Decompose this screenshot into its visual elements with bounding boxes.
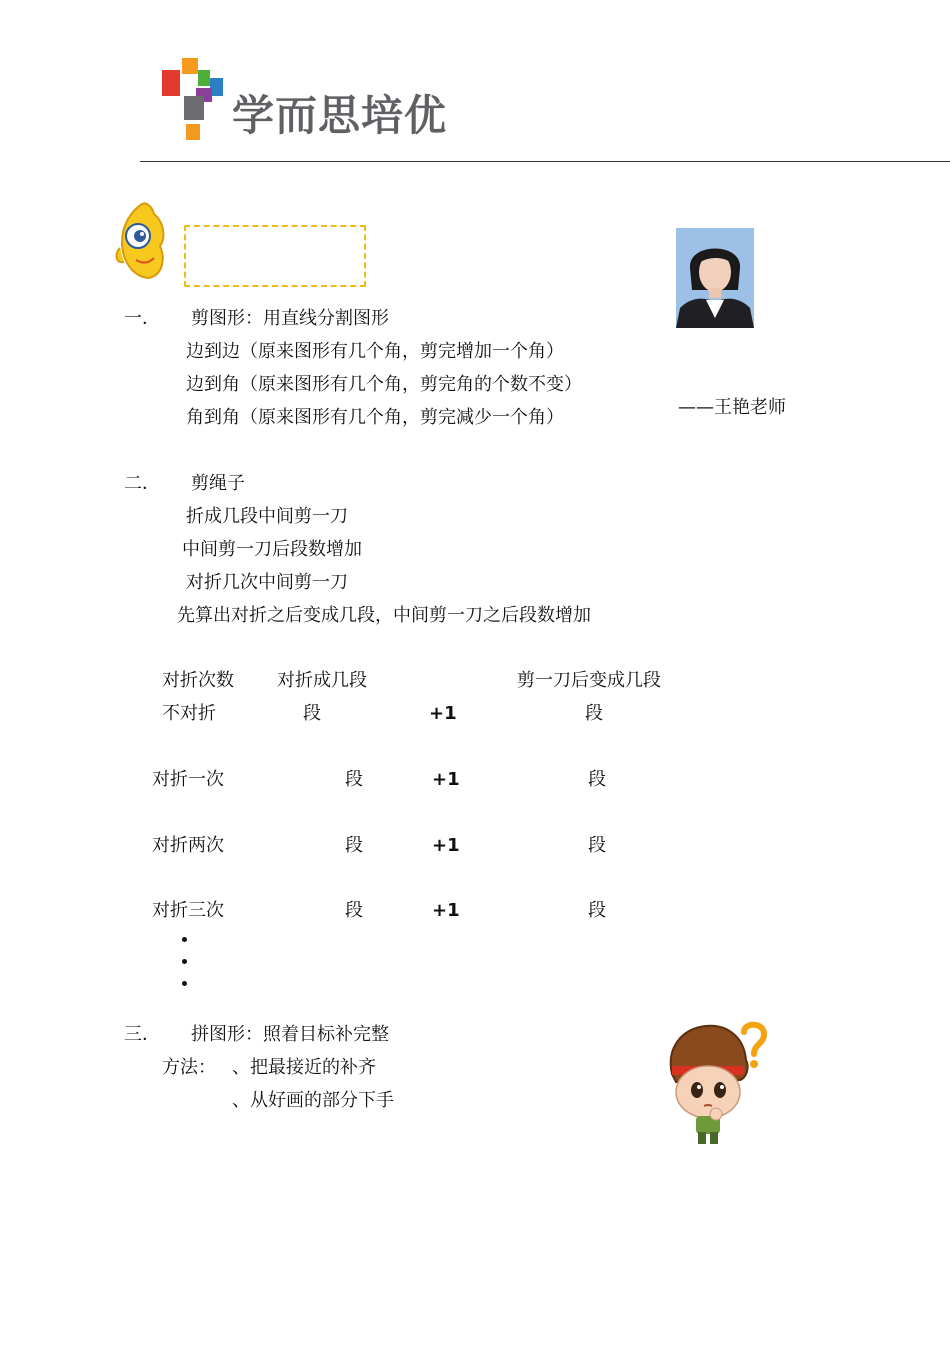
section-1-item: 角到角（原来图形有几个角，剪完减少一个角） bbox=[186, 407, 564, 428]
section-2-item: 折成几段中间剪一刀 bbox=[186, 506, 348, 527]
row-result: 段 bbox=[588, 769, 606, 790]
section-3-title: 拼图形：照着目标补完整 bbox=[191, 1024, 389, 1045]
table-header: 对折次数 bbox=[162, 670, 234, 691]
method-label: 方法： bbox=[162, 1057, 216, 1078]
row-label: 不对折 bbox=[162, 703, 216, 724]
ellipsis-dot bbox=[182, 981, 187, 986]
section-1-item: 边到角（原来图形有几个角，剪完角的个数不变） bbox=[186, 374, 582, 395]
section-2-item: 中间剪一刀后段数增加 bbox=[182, 539, 362, 560]
row-result: 段 bbox=[588, 835, 606, 856]
section-1-title: 剪图形：用直线分割图形 bbox=[191, 308, 389, 329]
row-plus: +1 bbox=[432, 835, 460, 856]
row-label: 对折三次 bbox=[152, 900, 224, 921]
row-plus: +1 bbox=[429, 703, 457, 724]
row-seg: 段 bbox=[345, 900, 363, 921]
section-1-item: 边到边（原来图形有几个角，剪完增加一个角） bbox=[186, 341, 564, 362]
logo-mark-icon bbox=[160, 56, 226, 146]
section-2-item: 对折几次中间剪一刀 bbox=[186, 572, 348, 593]
row-label: 对折一次 bbox=[152, 769, 224, 790]
ellipsis-dot bbox=[182, 937, 187, 942]
row-seg: 段 bbox=[345, 835, 363, 856]
brand-name: 学而思培优 bbox=[232, 91, 448, 140]
header-divider bbox=[140, 161, 950, 162]
thinking-boy-mascot-icon bbox=[660, 1018, 772, 1146]
fish-mascot-icon bbox=[112, 202, 170, 280]
row-label: 对折两次 bbox=[152, 835, 224, 856]
row-seg: 段 bbox=[345, 769, 363, 790]
row-result: 段 bbox=[588, 900, 606, 921]
method-item: 、从好画的部分下手 bbox=[232, 1090, 394, 1111]
row-seg: 段 bbox=[303, 703, 321, 724]
teacher-signature: ——王艳老师 bbox=[678, 397, 786, 418]
title-placeholder-box bbox=[184, 225, 366, 287]
section-1-number: 一． bbox=[124, 308, 160, 329]
row-plus: +1 bbox=[432, 769, 460, 790]
section-3-number: 三． bbox=[124, 1024, 160, 1045]
row-plus: +1 bbox=[432, 900, 460, 921]
method-item: 、把最接近的补齐 bbox=[232, 1057, 376, 1078]
teacher-portrait-icon bbox=[676, 228, 754, 328]
section-2-number: 二． bbox=[124, 473, 160, 494]
section-2-title: 剪绳子 bbox=[191, 473, 245, 494]
ellipsis-dot bbox=[182, 959, 187, 964]
teacher-photo bbox=[676, 228, 754, 328]
section-2-item: 先算出对折之后变成几段，中间剪一刀之后段数增加 bbox=[177, 605, 591, 626]
table-header: 剪一刀后变成几段 bbox=[517, 670, 661, 691]
table-header: 对折成几段 bbox=[277, 670, 367, 691]
row-result: 段 bbox=[585, 703, 603, 724]
